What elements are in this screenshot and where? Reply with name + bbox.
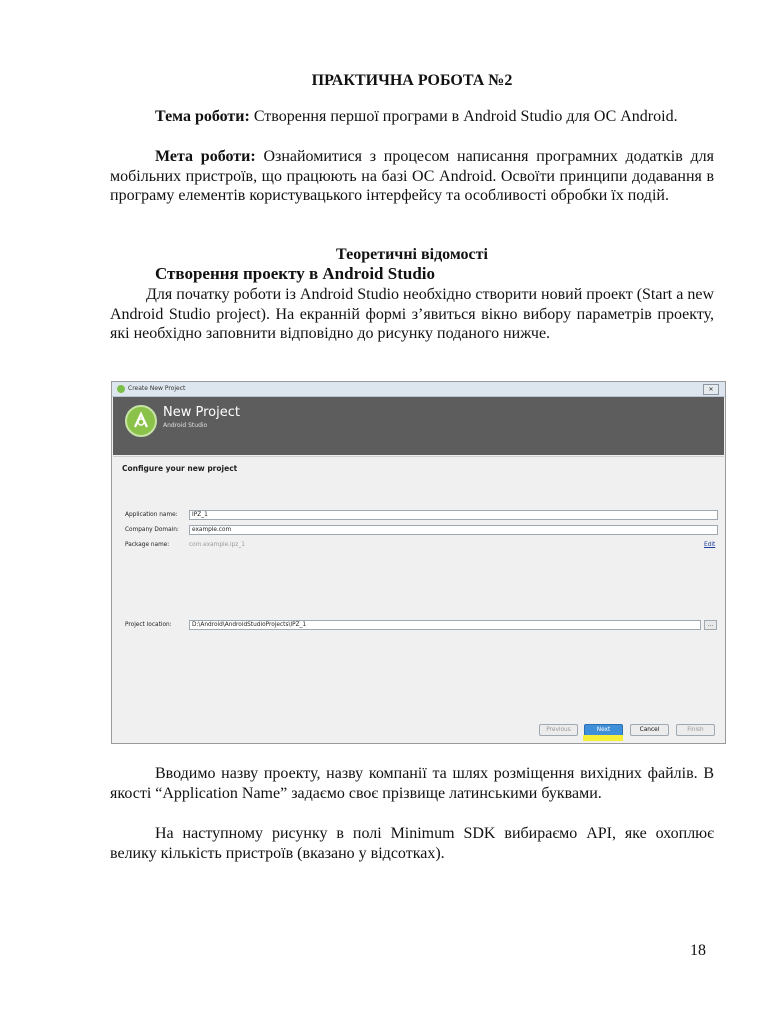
company-domain-label: Company Domain: (125, 527, 179, 533)
window-titlebar (112, 382, 725, 397)
theory-heading: Теоретичні відомості (336, 246, 488, 263)
app-name-label: Application name: (125, 512, 178, 518)
window-title: Create New Project (128, 385, 186, 392)
section-subheading: Створення проекту в Android Studio (155, 264, 436, 283)
page-number: 18 (690, 942, 706, 959)
finish-button[interactable]: Finish (676, 724, 715, 736)
android-studio-icon (117, 385, 125, 393)
cancel-button[interactable]: Cancel (630, 724, 669, 736)
header-subtitle: Android Studio (163, 422, 208, 429)
project-header (113, 397, 724, 455)
package-name-label: Package name: (125, 542, 170, 548)
description-paragraph: Вводимо назву проекту, назву компанії та шлях розміщення вихідних файлів. В якості “Application Name” задаємо своє прізвище латинськими буквами. (110, 765, 714, 802)
goal-paragraph (110, 147, 714, 206)
topic-label: Тема роботи: (155, 108, 250, 125)
goal-label: Мета роботи: (155, 148, 256, 165)
topic-paragraph (110, 107, 714, 127)
close-button[interactable]: ✕ (703, 384, 719, 395)
topic-text: Створення першої програми в Android Studio для ОС Android. (249, 108, 678, 125)
previous-button[interactable]: Previous (539, 724, 578, 736)
header-divider (113, 456, 724, 457)
next-button[interactable]: Next (584, 724, 623, 736)
android-studio-logo-icon (125, 405, 157, 437)
edit-package-link[interactable]: Edit (704, 542, 716, 548)
header-title: New Project (163, 405, 240, 420)
goal-text: Ознайомитися з процесом написання програмних додатків для мобільних пристроїв, що працюють на базі ОС Android. Освоїти принципи додавання в програму елементів користувацького інтерфейсу та особливості обробки їх подій. (110, 148, 714, 204)
company-domain-input[interactable]: example.com (189, 525, 718, 535)
app-name-input[interactable]: IPZ_1 (189, 510, 718, 520)
configure-heading: Configure your new project (122, 464, 238, 473)
create-project-screenshot (111, 381, 726, 744)
browse-button[interactable]: ... (704, 620, 717, 630)
intro-paragraph: Для початку роботи із Android Studio необхідно створити новий проект (Start a new Android Studio project). На екранній формі з’явиться вікно вибору параметрів проекту, які необхідно заповнити відповідно до рисунку поданого нижче. (110, 286, 715, 342)
package-name-value: com.example.ipz_1 (189, 542, 245, 548)
sdk-paragraph: На наступному рисунку в полі Minimum SDK вибираємо API, яке охоплює велику кількість пристроїв (вказано у відсотках). (110, 825, 714, 862)
next-highlight-mark (583, 735, 623, 741)
project-location-label: Project location: (125, 622, 172, 628)
project-location-input[interactable]: D:\Android\AndroidStudioProjects\IPZ_1 (189, 620, 701, 630)
page-title: ПРАКТИЧНА РОБОТА №2 (311, 72, 513, 89)
